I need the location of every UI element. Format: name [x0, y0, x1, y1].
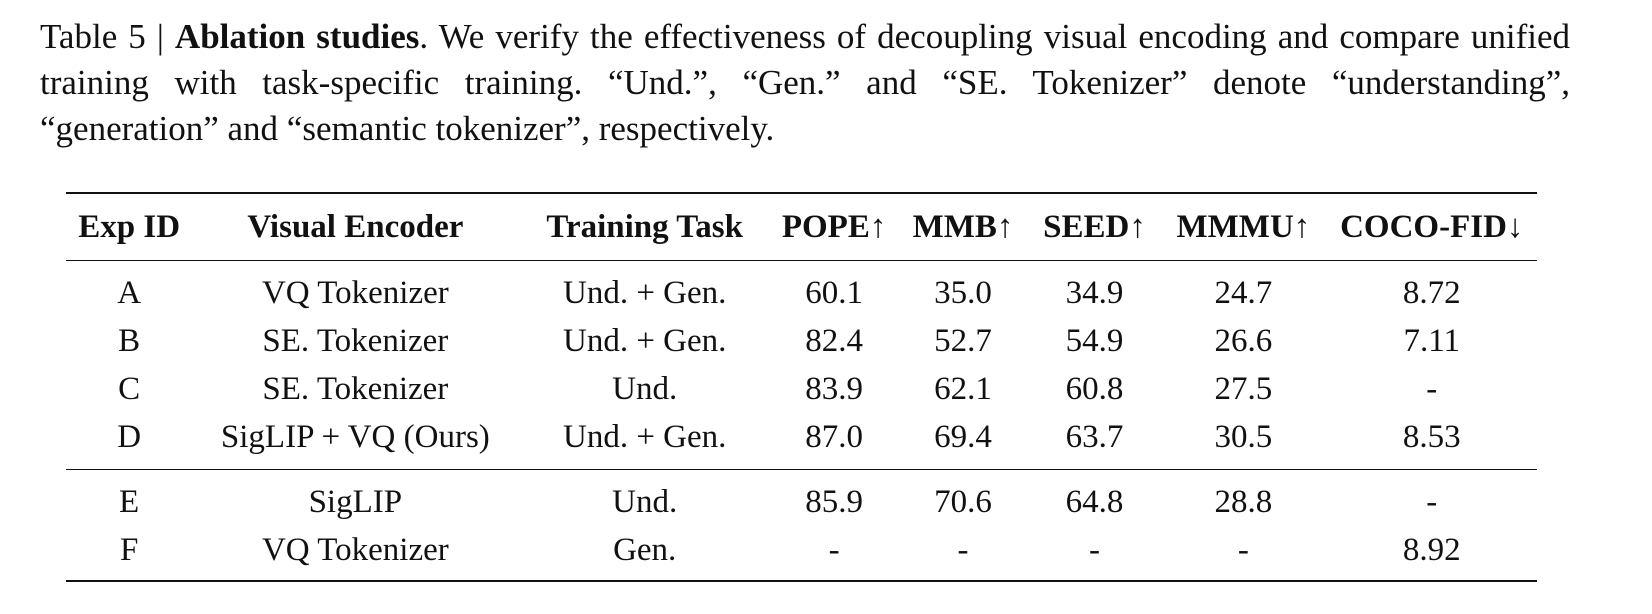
- table-cell: 69.4: [934, 418, 992, 455]
- table-cell: VQ Tokenizer: [261, 531, 449, 568]
- caption-text: . We verify the effectiveness of decoupling visual encoding and compare unified training with task-specific training. “Und.”, “Gen.” and “SE. Tokenizer” denote “understanding”, “generation” and “semantic tokenizer”, respectively.: [40, 17, 1571, 148]
- table-cell: Und.: [612, 483, 678, 520]
- table-cell: Und.: [612, 370, 678, 407]
- table-cell: SE. Tokenizer: [262, 370, 449, 407]
- col-header: SEED↑: [1043, 208, 1146, 245]
- table-cell: 70.6: [934, 483, 992, 520]
- col-header: MMMU↑: [1176, 208, 1311, 245]
- table-cell: -: [957, 531, 969, 568]
- table-cell: 27.5: [1214, 370, 1273, 407]
- table-cell: 54.9: [1065, 322, 1124, 359]
- table-row: [66, 470, 1537, 527]
- col-header: Visual Encoder: [247, 208, 464, 245]
- table-cell: 8.72: [1402, 274, 1461, 311]
- table-row: [66, 413, 1537, 470]
- table-cell: -: [1237, 531, 1249, 568]
- table-cell: VQ Tokenizer: [261, 274, 449, 311]
- table-cell: SigLIP + VQ (Ours): [220, 418, 490, 455]
- table-cell: 64.8: [1065, 483, 1124, 520]
- row-group-task-specific: [66, 470, 1537, 582]
- col-header: Training Task: [546, 208, 743, 245]
- row-group-unified: [66, 261, 1537, 470]
- table-cell: Gen.: [613, 531, 677, 568]
- table-cell: 60.8: [1065, 370, 1124, 407]
- table-cell: 34.9: [1065, 274, 1124, 311]
- table-cell: 62.1: [934, 370, 992, 407]
- caption-title: Ablation studies: [174, 17, 420, 56]
- table-row: [66, 317, 1537, 365]
- table-cell: C: [118, 370, 141, 407]
- table-cell: 7.11: [1403, 322, 1461, 359]
- table-cell: A: [117, 274, 142, 311]
- table-cell: F: [119, 531, 139, 568]
- table-cell: 28.8: [1214, 483, 1273, 520]
- table-cell: 83.9: [805, 370, 863, 407]
- table-cell: 30.5: [1214, 418, 1273, 455]
- table-cell: 24.7: [1214, 274, 1273, 311]
- col-header: MMB↑: [912, 208, 1014, 245]
- table-cell: 35.0: [934, 274, 992, 311]
- header-row: [66, 193, 1537, 261]
- table-cell: -: [1426, 370, 1438, 407]
- table-cell: SE. Tokenizer: [262, 322, 449, 359]
- table-row: [66, 526, 1537, 581]
- table-cell: SigLIP: [308, 483, 403, 520]
- table-cell: 26.6: [1214, 322, 1273, 359]
- table-cell: -: [1089, 531, 1100, 568]
- table-cell: Und. + Gen.: [562, 274, 727, 311]
- col-header: COCO-FID↓: [1340, 208, 1524, 245]
- table-cell: -: [828, 531, 840, 568]
- col-header: Exp ID: [78, 208, 181, 245]
- caption-label: Table 5 |: [40, 17, 164, 56]
- ablation-table: [66, 192, 1537, 582]
- table-cell: 52.7: [934, 322, 992, 359]
- table-cell: B: [118, 322, 141, 359]
- table-row: [66, 261, 1537, 318]
- table-row: [66, 365, 1537, 413]
- table-cell: Und. + Gen.: [562, 322, 727, 359]
- table-cell: D: [117, 418, 142, 455]
- table-cell: 63.7: [1065, 418, 1124, 455]
- table-caption: [40, 14, 1570, 152]
- table-cell: 8.92: [1402, 531, 1461, 568]
- table-cell: 87.0: [805, 418, 863, 455]
- table-cell: E: [119, 483, 140, 520]
- col-header: POPE↑: [781, 208, 887, 245]
- table-cell: 82.4: [805, 322, 863, 359]
- table-cell: 85.9: [805, 483, 863, 520]
- table-cell: 8.53: [1402, 418, 1461, 455]
- table-cell: Und. + Gen.: [562, 418, 727, 455]
- table-cell: -: [1426, 483, 1438, 520]
- table-cell: 60.1: [805, 274, 863, 311]
